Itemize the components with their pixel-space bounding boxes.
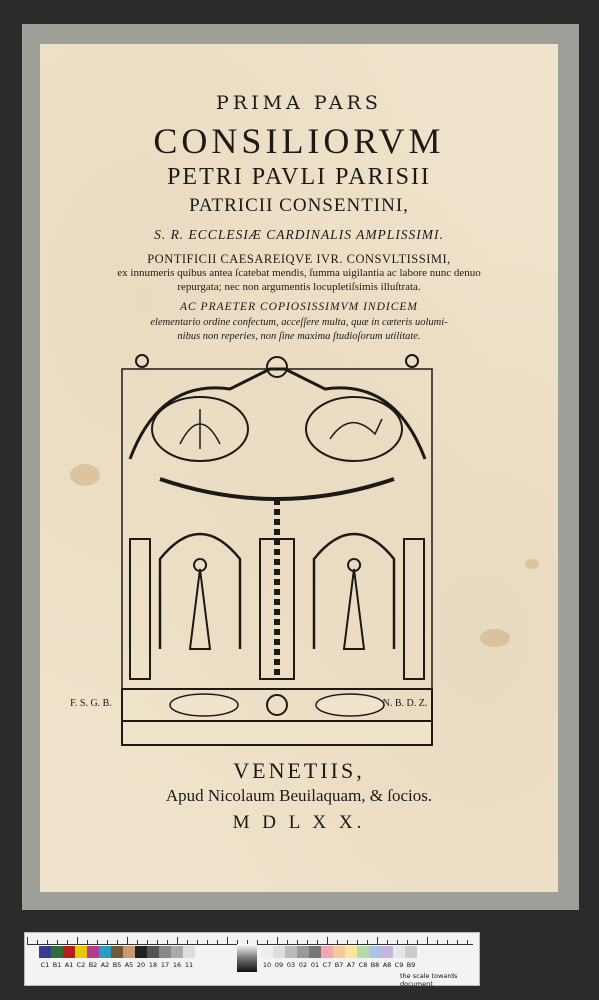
scale-note: the scale towards document [400,972,458,988]
color-patch [297,946,309,958]
patch-label: C2 [76,961,86,969]
color-patch [75,946,87,958]
color-patch [123,946,135,958]
ruler-tick [97,940,98,944]
ruler-tick [27,937,28,944]
ruler-tick [377,937,378,944]
description-line: ex innumeris quibus antea ſcatebat mendis, ſumma uigilantia ac labore nunc denuo [117,267,481,279]
ruler-tick [457,940,458,944]
roundel-dragon [306,397,402,461]
gray-labels [261,961,417,969]
color-patch [147,946,159,958]
ruler-tick [147,940,148,944]
color-patch [321,946,333,958]
patch-label: 10 [262,961,272,969]
color-patch [309,946,321,958]
cartouche-left [170,694,238,716]
frontispiece-base [122,721,432,745]
patch-label: 17 [160,961,170,969]
ruler-tick [367,940,368,944]
index-line: elementario ordine confectum, acceſſere multa, quæ in cæteris uolumi- [150,317,448,328]
patch-label: 09 [274,961,284,969]
index-heading: AC PRAETER COPIOSISSIMVM INDICEM [179,301,418,313]
patch-label: B9 [406,961,416,969]
description-line: repurgata; nec non argumentis locupletiſsimis illuſtrata. [177,280,421,293]
color-patch [273,946,285,958]
ruler-tick [417,940,418,944]
ruler-tick [127,937,128,944]
color-patch [171,946,183,958]
urn-finial-left [136,355,148,367]
ruler-tick [257,940,258,944]
imprint-year: M D L X X. [232,812,366,833]
description-text [60,267,538,294]
patch-label: C1 [40,961,50,969]
ruler-tick [407,940,408,944]
gray-patches [261,946,417,958]
ruler-tick [297,940,298,944]
ruler-tick [77,937,78,944]
ruler-tick [397,940,398,944]
patch-label: B7 [334,961,344,969]
patch-label: A7 [346,961,356,969]
paper-stain [480,629,510,647]
column-left [130,539,150,679]
patch-label: 11 [184,961,194,969]
ruler-tick [167,940,168,944]
patch-label: C7 [322,961,332,969]
color-patch [405,946,417,958]
color-patch [345,946,357,958]
gray-gradient-strip [237,944,257,972]
index-line: nibus non reperies, non ſine maxima ſtudioſorum utilitate. [177,330,421,342]
ruler-tick [87,940,88,944]
ruler-tick [267,940,268,944]
urn-finial-right [406,355,418,367]
ruler-tick [437,940,438,944]
ruler-tick [177,937,178,944]
color-patch [369,946,381,958]
color-patch [261,946,273,958]
ruler-tick [47,940,48,944]
patch-label: 03 [286,961,296,969]
color-patch [183,946,195,958]
color-patches [39,946,195,958]
paper-stain [70,464,100,486]
mask-ornament [267,357,287,377]
patch-label: A2 [100,961,110,969]
tree-emblem [180,409,220,449]
architectural-frontispiece-woodcut [120,349,434,747]
color-patch [357,946,369,958]
ruler-tick [317,940,318,944]
ruler-tick [157,940,158,944]
index-description [60,316,538,343]
imprint-printer: Apud Nicolaum Beuilaquam, & ſocios. [165,786,433,805]
ruler-tick [337,940,338,944]
ruler-tick [37,940,38,944]
author-name: PETRI PAVLI PARISII [167,164,431,190]
color-patch [381,946,393,958]
color-patch [159,946,171,958]
patch-label: B2 [88,961,98,969]
patch-label: 02 [298,961,308,969]
cartouche-left-text: F. S. G. B. [70,698,112,709]
ruler-tick [57,940,58,944]
figure-left [190,559,210,649]
color-patch [63,946,75,958]
patch-label: B8 [370,961,380,969]
patch-label: A5 [124,961,134,969]
color-patch [51,946,63,958]
color-patch [39,946,51,958]
niche-right [314,534,394,649]
title-line-consiliorum: CONSILIORVM [153,121,445,161]
title-page [40,44,558,892]
patch-label: A1 [64,961,74,969]
ruler-tick [197,940,198,944]
ruler-tick [347,940,348,944]
paper-stain [525,559,539,569]
author-origin: PATRICII CONSENTINI, [189,195,409,216]
color-patch [87,946,99,958]
ruler-tick [277,937,278,944]
scroll-pediment [130,369,425,459]
ruler-tick [427,937,428,944]
color-patch [111,946,123,958]
color-patch [333,946,345,958]
bottom-mask [267,695,287,715]
patch-label: 20 [136,961,146,969]
patch-label: B5 [112,961,122,969]
imprint-city: VENETIIS, [233,758,365,783]
patch-label: 18 [148,961,158,969]
ruler-tick [327,937,328,944]
patch-label: B1 [52,961,62,969]
ruler-tick [107,940,108,944]
dragon-emblem [330,419,382,439]
author-qualification: PONTIFICII CAESAREIQVE IVR. CONSVLTISSIMI, [147,252,451,266]
ruler-tick [357,940,358,944]
figure-right [344,559,364,649]
patch-label: A8 [382,961,392,969]
patch-label: 01 [310,961,320,969]
ruler-tick [287,940,288,944]
ruler-tick [187,940,188,944]
patch-label: C8 [358,961,368,969]
patch-label: C9 [394,961,404,969]
color-patch [99,946,111,958]
ruler-tick [117,940,118,944]
ruler-tick [467,940,468,944]
ruler-tick [217,940,218,944]
ruler-tick [387,940,388,944]
patch-label: 16 [172,961,182,969]
garland [160,479,394,499]
color-patch [135,946,147,958]
color-patch [285,946,297,958]
title-line-prima-pars: PRIMA PARS [216,92,382,114]
column-right [404,539,424,679]
ruler-tick [207,940,208,944]
cartouche-right-text: N. B. D. Z. [382,698,428,709]
color-calibration-target [24,932,480,986]
ruler-tick [307,940,308,944]
ruler-tick [137,940,138,944]
color-patch [393,946,405,958]
ruler-tick [67,940,68,944]
niche-left [160,534,240,649]
ruler-tick [447,940,448,944]
author-title: S. R. ECCLESIÆ CARDINALIS AMPLISSIMI. [154,227,444,242]
patch-labels [39,961,195,969]
ruler-tick [227,937,228,944]
